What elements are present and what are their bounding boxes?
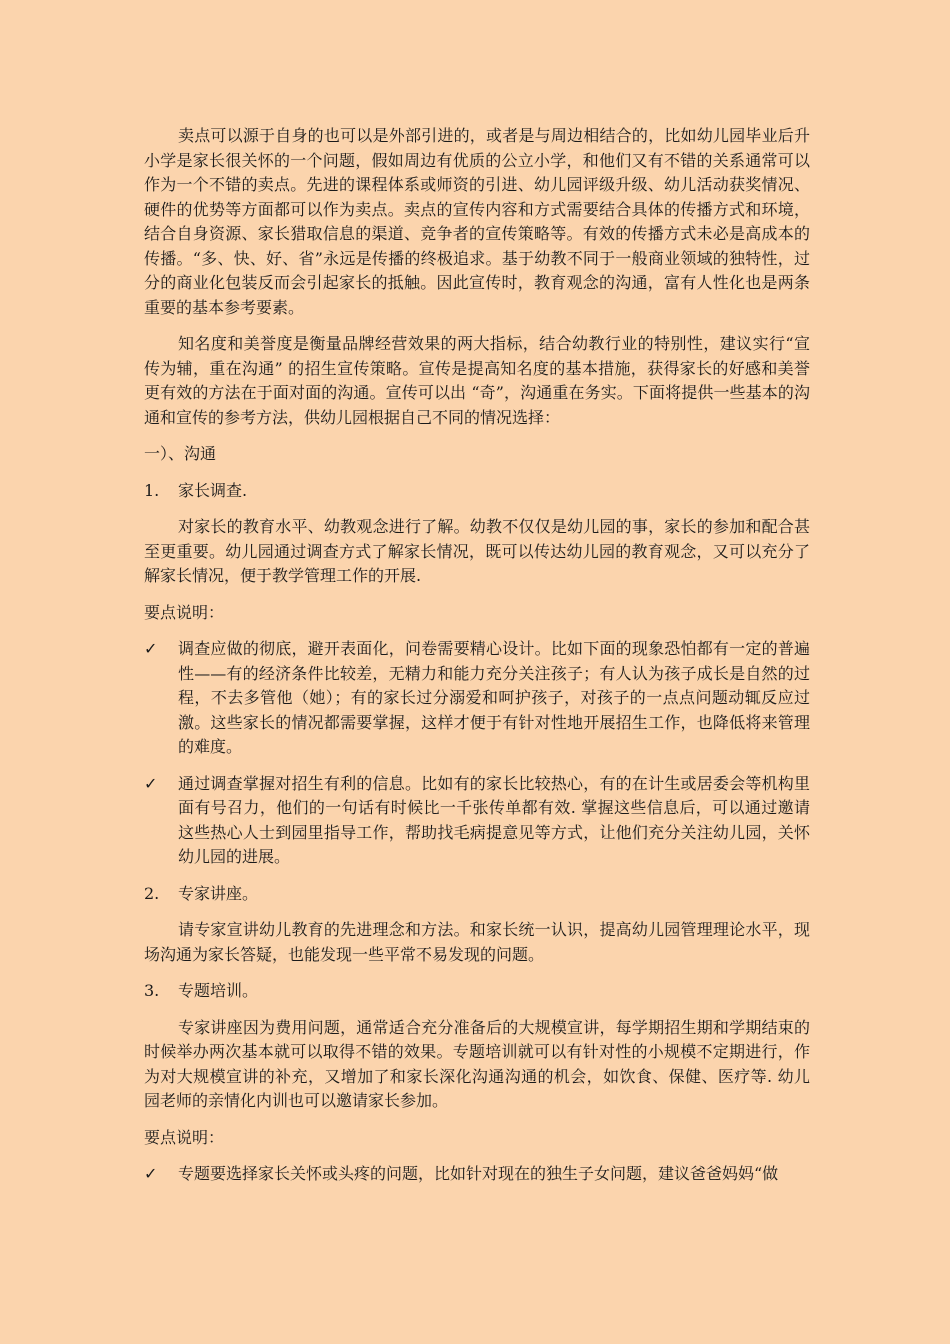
numbered-item-expert-lecture [144, 882, 810, 907]
item-number: 1. [144, 480, 160, 500]
checkmark-icon: ✓ [144, 773, 158, 793]
numbered-item-parent-survey [144, 479, 810, 504]
item-label: 专题培训。 [178, 981, 259, 1000]
numbered-item-topic-training [144, 979, 810, 1004]
check-item [144, 1162, 810, 1187]
check-item-text: 专题要选择家长关怀或头疼的问题，比如针对现在的独生子女问题，建议爸爸妈妈“做 [178, 1164, 779, 1183]
notes-label: 要点说明： [144, 602, 225, 622]
checkmark-icon: ✓ [144, 1164, 158, 1183]
checkmark-icon: ✓ [144, 639, 158, 658]
check-item [144, 772, 810, 870]
paragraph-expert-lecture: 请专家宣讲幼儿教育的先进理念和方法。和家长统一认识，提高幼儿园管理理论水平，现场沟通为家长答疑，也能发现一些平常不易发现的问题。 [144, 920, 810, 964]
paragraph-brand-strategy: 知名度和美誉度是衡量品牌经营效果的两大指标，结合幼教行业的特别性，建议实行“宣传为辅，重在沟通” 的招生宣传策略。宣传是提高知名度的基本措施，获得家长的好感和美誉更有效的方法在于面对面的沟通。宣传可以出 “奇”，沟通重在务实。下面将提供一些基本的沟通和宣传的参考方法，供幼儿园根据自己不同的情况选择： [144, 334, 810, 427]
paragraph-selling-points: 卖点可以源于自身的也可以是外部引进的，或者是与周边相结合的，比如幼儿园毕业后升小学是家长很关怀的一个问题，假如周边有优质的公立小学，和他们又有不错的关系通常可以作为一个不错的卖点。先进的课程体系或师资的引进、幼儿园评级升级、幼儿活动获奖情况、硬件的优势等方面都可以作为卖点。卖点的宣传内容和方式需要结合具体的传播方式和环境，结合自身资源、家长猎取信息的渠道、竞争者的宣传策略等。有效的传播方式未必是高成本的传播。“多、快、好、省”永远是传播的终极追求。基于幼教不同于一般商业领域的独特性，过分的商业化包装反而会引起家长的抵触。因此宣传时，教育观念的沟通，富有人性化也是两条重要的基本参考要素。 [144, 126, 810, 317]
item-label: 家长调查. [178, 480, 248, 500]
paragraph-parent-survey: 对家长的教育水平、幼教观念进行了解。幼教不仅仅是幼儿园的事，家长的参加和配合甚至更重要。幼儿园通过调查方式了解家长情况，既可以传达幼儿园的教育观念，又可以充分了解家长情况，便于教学管理工作的开展. [144, 517, 810, 585]
item-label: 专家讲座。 [178, 883, 259, 903]
item-number: 3. [144, 981, 160, 1000]
notes-label: 要点说明： [144, 1127, 225, 1147]
item-number: 2. [144, 883, 160, 903]
section-heading: 一）、沟通 [144, 444, 217, 463]
paragraph-topic-training: 专家讲座因为费用问题，通常适合充分准备后的大规模宣讲，每学期招生期和学期结束的时候举办两次基本就可以取得不错的效果。专题培训就可以有针对性的小规模不定期进行，作为对大规模宣讲的补充，又增加了和家长深化沟通沟通的机会，如饮食、保健、医疗等. 幼儿园老师的亲情化内训也可以邀请家长参加。 [144, 1017, 810, 1110]
check-item [144, 637, 810, 760]
check-item-text: 调查应做的彻底，避开表面化，问卷需要精心设计。比如下面的现象恐怕都有一定的普遍性——有的经济条件比较差，无精力和能力充分关注孩子；有人认为孩子成长是自然的过程，不去多管他（她）；有的家长过分溺爱和呵护孩子，对孩子的一点点问题动辄反应过激。这些家长的情况都需要掌握，这样才便于有针对性地开展招生工作，也降低将来管理的难度。 [178, 639, 810, 756]
check-item-text: 通过调查掌握对招生有利的信息。比如有的家长比较热心，有的在计生或居委会等机构里面有号召力，他们的一句话有时候比一千张传单都有效. 掌握这些信息后，可以通过邀请这些热心人士到园里指导工作，帮助找毛病提意见等方式，让他们充分关注幼儿园，关怀幼儿园的进展。 [178, 773, 810, 866]
